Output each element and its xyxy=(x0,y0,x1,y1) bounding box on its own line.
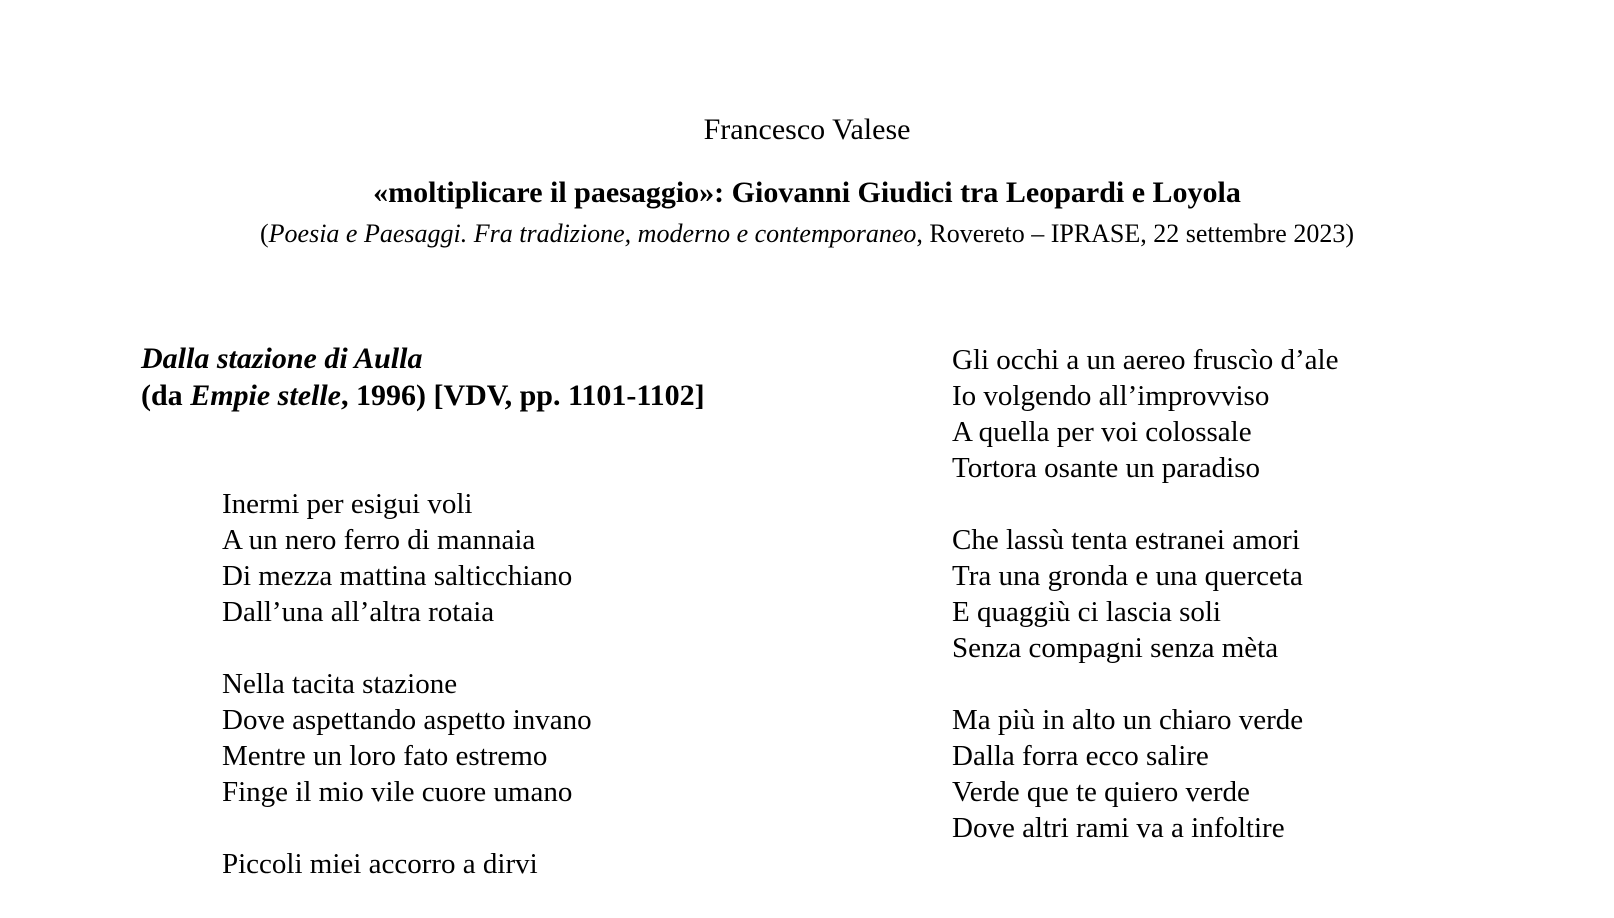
verse-line: Finge il mio vile cuore umano xyxy=(222,776,573,808)
verse-line: Ma più in alto un chiaro verde xyxy=(952,704,1304,736)
verse-line: Senza compagni senza mèta xyxy=(952,632,1279,664)
stanza xyxy=(222,486,592,630)
subtitle-open-paren: ( xyxy=(259,219,269,248)
poem-title xyxy=(141,340,705,377)
stanza xyxy=(222,846,592,882)
verse-line: Dalla forra ecco salire xyxy=(952,740,1209,772)
verse-line: Piccoli miei accorro a dirvi xyxy=(222,848,538,880)
verse-line: Tra una gronda e una querceta xyxy=(952,560,1303,592)
verse-line: Che lassù tenta estranei amori xyxy=(952,524,1300,556)
verse-line: Mentre un loro fato estremo xyxy=(222,740,548,772)
verse-line: Inermi per esigui voli xyxy=(222,488,473,520)
subtitle-venue-date: , Rovereto – IPRASE, 22 settembre 2023) xyxy=(916,219,1354,248)
poem-heading xyxy=(141,340,705,414)
author-name: Francesco Valese xyxy=(703,113,911,146)
verse-line: Di mezza mattina salticchiano xyxy=(222,560,573,592)
verse-line: A quella per voi colossale xyxy=(952,416,1252,448)
verse-line: Nella tacita stazione xyxy=(222,668,458,700)
stanza xyxy=(952,342,1339,486)
document-title: «moltiplicare il paesaggio»: Giovanni Giudici tra Leopardi e Loyola xyxy=(373,176,1241,209)
poem-source xyxy=(141,377,705,414)
stanza xyxy=(952,522,1339,666)
subtitle-event-name: Poesia e Paesaggi. Fra tradizione, moderno e contemporaneo xyxy=(268,219,917,248)
verse-line: Dall’una all’altra rotaia xyxy=(222,596,495,628)
poem-column-left xyxy=(222,486,592,918)
poem-source-suffix: , 1996) [VDV, pp. 1101-1102] xyxy=(341,379,705,412)
verse-line: E quaggiù ci lascia soli xyxy=(952,596,1221,628)
verse-line: Verde que te quiero verde xyxy=(952,776,1250,808)
stanza xyxy=(222,666,592,810)
verse-line: Gli occhi a un aereo fruscìo d’ale xyxy=(952,344,1339,376)
stanza xyxy=(952,702,1339,846)
verse-line: Dove altri rami va a infoltire xyxy=(952,812,1285,844)
poem-source-prefix: (da xyxy=(141,379,191,412)
poem-column-right xyxy=(952,342,1339,882)
poem-source-book: Empie stelle xyxy=(190,379,341,412)
document-subtitle xyxy=(0,218,1614,250)
verse-line: A un nero ferro di mannaia xyxy=(222,524,536,556)
poem-title-text: Dalla stazione di Aulla xyxy=(141,342,423,375)
verse-line: Io volgendo all’improvviso xyxy=(952,380,1270,412)
verse-line: Dove aspettando aspetto invano xyxy=(222,704,592,736)
verse-line: Tortora osante un paradiso xyxy=(952,452,1261,484)
